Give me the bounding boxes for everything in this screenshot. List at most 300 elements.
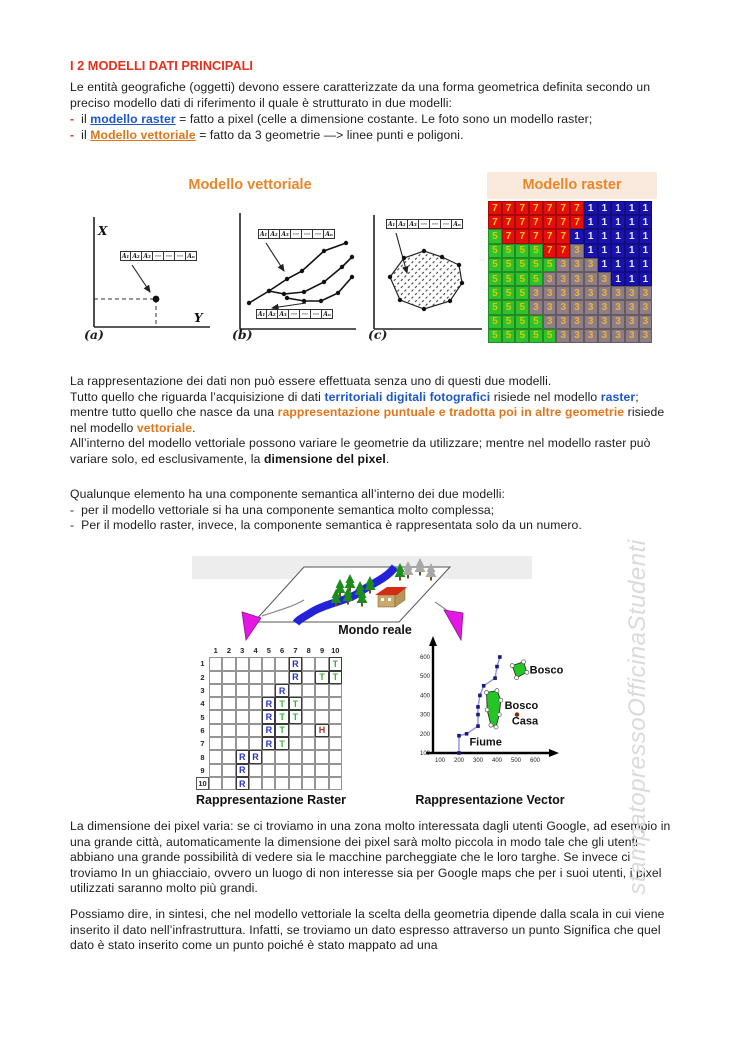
- raster-cell: 7: [543, 201, 557, 215]
- grid-cell: [209, 710, 222, 723]
- grid-cell: [302, 750, 315, 763]
- grid-cell: [302, 710, 315, 723]
- raster-model-figure-title: Modello raster: [522, 177, 622, 193]
- grid-header-cell: 4: [253, 646, 258, 656]
- fiume-label: Fiume: [469, 736, 502, 749]
- grid-cell: [236, 657, 249, 670]
- polygon-vertex: [522, 660, 526, 664]
- raster-cell: 1: [598, 229, 612, 243]
- casa-label: Casa: [511, 715, 539, 728]
- bosco-label: Bosco: [504, 699, 539, 712]
- attribute-table-strip: [386, 219, 463, 229]
- raster-cell: 3: [556, 300, 570, 314]
- raster-representation-caption: Rappresentazione Raster: [195, 793, 347, 807]
- polygon-vertex: [495, 689, 499, 693]
- attr-cell: A₂: [267, 309, 278, 319]
- x-tick-label: 600: [529, 758, 541, 764]
- semantics-head: Qualunque elemento ha una componente semantica all’interno dei due modelli:: [70, 487, 506, 501]
- raster-cell: 5: [488, 272, 502, 286]
- raster-cell: 1: [639, 258, 653, 272]
- raster-cell: 3: [543, 315, 557, 329]
- grid-cell: [236, 684, 249, 697]
- diagram-b-label: (b): [232, 327, 253, 342]
- grid-cell: [222, 777, 235, 790]
- raster-cell: 3: [570, 244, 584, 258]
- attr-cell: ···: [441, 219, 452, 229]
- raster-cell: 7: [529, 201, 543, 215]
- grid-cell: [209, 777, 222, 790]
- grid-header-cell: 9: [319, 646, 325, 656]
- polygon-vertex: [485, 691, 489, 695]
- raster-cell: 5: [502, 329, 516, 343]
- grid-header-cell: 1: [200, 659, 205, 669]
- raster-cell: 3: [639, 286, 653, 300]
- raster-cell: 5: [488, 329, 502, 343]
- grid-cell: [315, 657, 328, 670]
- vector-diagram-polygon: [362, 203, 488, 345]
- river-vertex: [476, 724, 480, 728]
- raster-cell: 5: [502, 258, 516, 272]
- pixel-size-paragraph: La dimensione dei pixel varia: se ci troviamo in una zona molto interessata dagli utenti Google, ad esempio in una grande città, automaticamente la dimensione dei pixel sarà molto piccola in modo tale che gli utenti abbiano una grande possibilità di vedere sia le macchine parcheggiate che le loro targhe. Se invece ci troviamo In un ghiacciaio, ovvero un luogo di non interesse sia per Google maps che per i suoi utenti, i pixel utilizzati saranno molto più grandi.: [70, 819, 671, 896]
- raster-cell: 7: [488, 215, 502, 229]
- attribute-table-strip: [120, 251, 197, 261]
- raster-cell: 3: [625, 315, 639, 329]
- grid-cell: [222, 724, 235, 737]
- raster-representation-grid: [196, 644, 342, 790]
- grid-cell: [275, 750, 288, 763]
- attr-cell: A₁: [387, 220, 396, 228]
- grid-header-cell: 4: [200, 699, 205, 709]
- raster-cell: 1: [611, 229, 625, 243]
- y-tick-label: 300: [419, 712, 430, 719]
- raster-cell: 3: [611, 315, 625, 329]
- polygon-vertex: [525, 670, 529, 674]
- grid-header-cell: 8: [306, 646, 311, 656]
- grid-header-cell: 8: [200, 752, 205, 762]
- grid-header-cell: 5: [200, 712, 205, 722]
- grid-cell: [222, 750, 235, 763]
- raster-cell: 1: [625, 215, 639, 229]
- attr-cell: ···: [311, 309, 322, 319]
- attr-cell: A₂: [131, 251, 142, 261]
- grid-cell: R: [275, 684, 288, 697]
- raster-cell: 7: [502, 215, 516, 229]
- diagram-a-label: (a): [84, 327, 104, 342]
- grid-cell: R: [289, 657, 302, 670]
- bullet-list: [70, 112, 680, 143]
- raster-cell: 5: [529, 258, 543, 272]
- raster-cell: 1: [598, 258, 612, 272]
- raster-cell: 7: [556, 229, 570, 243]
- point-diagram-svg: [76, 203, 218, 345]
- grid-header-cell: 7: [200, 739, 205, 749]
- raster-cell: 3: [611, 286, 625, 300]
- attr-cell: ···: [300, 309, 311, 319]
- raster-cell: 5: [502, 286, 516, 300]
- attr-cell: Aₙ: [324, 229, 335, 239]
- polygon-vertex: [499, 698, 503, 702]
- raster-cell: 7: [515, 201, 529, 215]
- raster-cell: 1: [598, 244, 612, 258]
- raster-cell: 5: [502, 315, 516, 329]
- grid-cell: [329, 724, 342, 737]
- grid-cell: R: [249, 750, 262, 763]
- raster-cell: 3: [598, 315, 612, 329]
- raster-cell: 3: [584, 272, 598, 286]
- grid-header-cell: 6: [280, 646, 285, 656]
- x-tick-label: 300: [472, 758, 484, 764]
- raster-cell: 5: [543, 329, 557, 343]
- grid-cell: [329, 750, 342, 763]
- grid-header-cell: 3: [240, 646, 245, 656]
- raster-cell: 1: [598, 215, 612, 229]
- grid-cell: [262, 764, 275, 777]
- x-tick-label: 500: [510, 758, 522, 764]
- raster-cell: 1: [570, 229, 584, 243]
- raster-cell: 3: [625, 300, 639, 314]
- raster-cell: 1: [625, 229, 639, 243]
- grid-cell: [222, 684, 235, 697]
- raster-cell: 3: [639, 315, 653, 329]
- river-vertex: [495, 665, 499, 669]
- grid-cell: [249, 764, 262, 777]
- raster-cell: 3: [598, 272, 612, 286]
- grid-header-cell: 7: [293, 646, 298, 656]
- vector-diagram-lines: [226, 203, 362, 345]
- grid-cell: [302, 724, 315, 737]
- grid-cell: [209, 684, 222, 697]
- polygon-vertex: [515, 676, 519, 680]
- raster-cell: 1: [639, 229, 653, 243]
- grid-cell: [302, 737, 315, 750]
- raster-cell: 7: [515, 229, 529, 243]
- raster-cell: 7: [570, 201, 584, 215]
- grid-cell: [289, 684, 302, 697]
- grid-cell: [302, 684, 315, 697]
- attr-cell: Aₙ: [322, 309, 333, 319]
- raster-cell: 1: [625, 258, 639, 272]
- raster-cell: 5: [515, 329, 529, 343]
- models-paragraph: La rappresentazione dei dati non può essere effettuata senza uno di questi due modelli. Tutto quello che riguarda l’acquisizione di dati territoriali digitali fotografici risiede nel modello raster; mentre tutto quello che nasce da una rappresentazione puntuale e tradotta poi in altre geometrie risiede nel modello vettoriale. All’interno del modello vettoriale possono variare le geometrie da utilizzare; mentre nel modello raster può variare solo, ed esclusivamente, la dimensione del pixel.: [70, 374, 665, 466]
- highlight-dimensione-pixel: dimensione del pixel: [263, 451, 386, 466]
- raster-cell: 1: [584, 215, 598, 229]
- grid-cell: [289, 724, 302, 737]
- raster-cell: 1: [639, 244, 653, 258]
- y-tick-label: 400: [419, 693, 430, 700]
- river-vertex: [493, 676, 497, 680]
- grid-header-cell: 2: [200, 672, 205, 682]
- grid-cell: R: [262, 710, 275, 723]
- attr-cell: ···: [175, 251, 186, 261]
- polygon-vertex: [494, 725, 498, 729]
- semantics-item-raster: - Per il modello raster, invece, la componente semantica è rappresentata solo da un numero.: [70, 518, 582, 533]
- highlight-territoriali: territoriali digitali fotografici: [324, 389, 491, 404]
- grid-header-cell: 1: [213, 646, 218, 656]
- vector-chart: [404, 632, 574, 784]
- grid-cell: [249, 684, 262, 697]
- raster-cell: 1: [639, 201, 653, 215]
- diagram-c-label: (c): [368, 327, 388, 342]
- raster-cell: 3: [556, 315, 570, 329]
- raster-cell: 3: [639, 300, 653, 314]
- raster-cell: 3: [625, 329, 639, 343]
- grid-cell: [302, 697, 315, 710]
- raster-cell: 3: [556, 272, 570, 286]
- grid-cell: [329, 697, 342, 710]
- raster-cell: 1: [584, 201, 598, 215]
- grid-cell: [289, 777, 302, 790]
- raster-cell: 5: [502, 300, 516, 314]
- grid-cell: [289, 764, 302, 777]
- river-vertex: [457, 734, 461, 738]
- grid-cell: T: [275, 737, 288, 750]
- raster-cell: 5: [488, 258, 502, 272]
- magenta-arrow-left-icon: [242, 612, 261, 640]
- grid-header-cell: 6: [200, 725, 205, 735]
- grid-cell: R: [262, 737, 275, 750]
- raster-model-title-band: [487, 172, 657, 199]
- raster-cell: 7: [556, 215, 570, 229]
- grid-cell: [315, 764, 328, 777]
- raster-cell: 3: [611, 329, 625, 343]
- grid-cell: [302, 657, 315, 670]
- raster-cell: 3: [584, 258, 598, 272]
- grid-cell: [275, 657, 288, 670]
- grid-cell: [302, 671, 315, 684]
- raster-cell: 7: [543, 215, 557, 229]
- grid-cell: [222, 657, 235, 670]
- grid-header-cell: 10: [196, 777, 209, 790]
- raster-cell: 5: [529, 315, 543, 329]
- grid-cell: [329, 764, 342, 777]
- page-title: I 2 MODELLI DATI PRINCIPALI: [70, 58, 253, 73]
- grid-cell: [222, 671, 235, 684]
- vector-representation-caption: Rappresentazione Vector: [415, 793, 565, 807]
- raster-cell: 5: [515, 315, 529, 329]
- grid-cell: [262, 684, 275, 697]
- grid-cell: [315, 710, 328, 723]
- grid-cell: R: [289, 671, 302, 684]
- river-vertex: [478, 694, 482, 698]
- polygon-vertex: [497, 713, 501, 717]
- grid-cell: [329, 777, 342, 790]
- y-axis-label: Y: [194, 311, 203, 325]
- x-tick-label: 100: [434, 758, 446, 764]
- grid-cell: T: [275, 697, 288, 710]
- bullet-dash: -: [70, 127, 75, 142]
- raster-cell: 3: [598, 329, 612, 343]
- grid-cell: [315, 737, 328, 750]
- grid-cell: [236, 737, 249, 750]
- raster-cell: 5: [488, 300, 502, 314]
- grid-cell: [249, 697, 262, 710]
- grid-cell: [209, 764, 222, 777]
- raster-cell: 3: [543, 286, 557, 300]
- grid-cell: [275, 777, 288, 790]
- raster-cell: 5: [515, 300, 529, 314]
- attr-cell: Aₙ: [452, 219, 463, 229]
- attr-cell: ···: [164, 251, 175, 261]
- grid-cell: [236, 697, 249, 710]
- grid-cell: [222, 764, 235, 777]
- grid-cell: [209, 737, 222, 750]
- grid-cell: [236, 671, 249, 684]
- grid-cell: [315, 697, 328, 710]
- raster-cell: 3: [598, 300, 612, 314]
- grid-cell: [236, 724, 249, 737]
- raster-cell: 1: [584, 244, 598, 258]
- grid-cell: [262, 671, 275, 684]
- raster-cell: 5: [529, 329, 543, 343]
- grid-cell: R: [236, 777, 249, 790]
- modello-raster-link[interactable]: modello raster: [90, 112, 176, 126]
- raster-cell: 3: [570, 286, 584, 300]
- grid-cell: [275, 764, 288, 777]
- grid-cell: R: [236, 750, 249, 763]
- grid-cell: T: [329, 657, 342, 670]
- bosco-label: Bosco: [529, 664, 564, 677]
- grid-cell: [209, 697, 222, 710]
- attr-cell: A₃: [408, 219, 419, 229]
- raster-cell: 1: [625, 201, 639, 215]
- grid-cell: [222, 710, 235, 723]
- attr-cell: A₁: [257, 310, 266, 318]
- attr-cell: A₂: [269, 229, 280, 239]
- grid-header-cell: [196, 644, 209, 657]
- grid-cell: [289, 750, 302, 763]
- grid-cell: [315, 684, 328, 697]
- grid-cell: R: [262, 697, 275, 710]
- raster-cell: 1: [598, 201, 612, 215]
- raster-cell: 5: [529, 272, 543, 286]
- raster-cell: 3: [543, 300, 557, 314]
- raster-cell: 5: [488, 229, 502, 243]
- raster-cell: 7: [515, 215, 529, 229]
- raster-cell: 3: [529, 300, 543, 314]
- grid-cell: [315, 777, 328, 790]
- point-feature: [153, 296, 160, 303]
- river-vertex: [476, 705, 480, 709]
- river-vertex: [457, 751, 461, 755]
- attribute-table-strip: [258, 229, 335, 239]
- raster-cell: 5: [488, 286, 502, 300]
- bosco-polygon: [512, 662, 527, 678]
- bullet-vettoriale-text: il Modello vettoriale = fatto da 3 geometrie —> linee punti e poligoni.: [81, 127, 464, 142]
- attr-cell: A₃: [142, 251, 153, 261]
- attribute-table-strip: [256, 309, 333, 319]
- raster-cell: 7: [556, 201, 570, 215]
- y-axis-arrow: [429, 636, 437, 646]
- grid-header-cell: 3: [200, 686, 205, 696]
- raster-cell: 1: [639, 272, 653, 286]
- river-vertex: [482, 684, 486, 688]
- grid-cell: T: [289, 697, 302, 710]
- highlight-puntuale: rappresentazione puntuale e tradotta poi in altre geometrie: [277, 405, 625, 420]
- raster-cell: 3: [584, 286, 598, 300]
- y-tick-label: 600: [419, 655, 430, 661]
- vector-model-figure-title: Modello vettoriale: [188, 177, 312, 193]
- raster-cell: 3: [556, 286, 570, 300]
- attr-cell: ···: [153, 251, 164, 261]
- grid-cell: [222, 737, 235, 750]
- raster-cell: 5: [515, 272, 529, 286]
- raster-cell: 3: [598, 286, 612, 300]
- x-tick-label: 400: [491, 758, 503, 764]
- raster-cell: 5: [488, 244, 502, 258]
- grid-cell: [289, 737, 302, 750]
- grid-cell: [249, 710, 262, 723]
- polygon-vertex: [489, 723, 493, 727]
- raster-cell: 1: [611, 201, 625, 215]
- raster-cell: 7: [502, 229, 516, 243]
- raster-cell: 3: [584, 329, 598, 343]
- river-vertex: [465, 732, 469, 736]
- grid-cell: T: [329, 671, 342, 684]
- raster-cell: 7: [529, 229, 543, 243]
- grid-cell: [329, 737, 342, 750]
- raster-cell: 3: [543, 272, 557, 286]
- raster-cell: 5: [502, 272, 516, 286]
- grid-cell: [249, 657, 262, 670]
- raster-cell: 1: [625, 244, 639, 258]
- raster-cell: 5: [529, 244, 543, 258]
- raster-cell: 5: [515, 286, 529, 300]
- attr-cell: A₃: [278, 309, 289, 319]
- raster-cell: 7: [543, 229, 557, 243]
- raster-cell: 3: [556, 258, 570, 272]
- attr-cell: A₃: [280, 229, 291, 239]
- bullet-raster: [70, 112, 680, 128]
- attr-cell: ···: [430, 219, 441, 229]
- raster-cell: 7: [488, 201, 502, 215]
- grid-header-cell: 10: [331, 646, 340, 656]
- attr-cell: ···: [302, 229, 313, 239]
- bullet-raster-text: il modello raster = fatto a pixel (celle a dimensione costante. Le foto sono un modello raster;: [81, 112, 593, 126]
- raster-cell: 3: [584, 315, 598, 329]
- raster-cell: 1: [611, 258, 625, 272]
- raster-cell: 7: [556, 244, 570, 258]
- raster-cell: 5: [543, 258, 557, 272]
- grid-cell: [209, 671, 222, 684]
- grid-cell: [302, 777, 315, 790]
- attr-cell: A₂: [397, 219, 408, 229]
- attr-cell: ···: [313, 229, 324, 239]
- mondo-reale-label: Mondo reale: [338, 623, 412, 637]
- grid-cell: [209, 657, 222, 670]
- raster-cell: 5: [515, 244, 529, 258]
- attr-cell: ···: [289, 309, 300, 319]
- grid-cell: [262, 777, 275, 790]
- grid-cell: [329, 710, 342, 723]
- raster-cell: 3: [570, 258, 584, 272]
- raster-cell: 3: [570, 300, 584, 314]
- lines-diagram-svg: [226, 203, 362, 345]
- grid-cell: [222, 697, 235, 710]
- summary-paragraph: Possiamo dire, in sintesi, che nel modello vettoriale la scelta della geometria dipende dalla scala in cui viene inserito il dato nell’infrastruttura. Infatti, se troviamo un dato espresso attraverso un punto Significa che quel dato è stato inserito come un punto poiché è stato mappato ad una: [70, 907, 665, 953]
- raster-cell: 5: [502, 244, 516, 258]
- raster-cell: 3: [556, 329, 570, 343]
- vector-diagram-point: [76, 203, 218, 345]
- modello-vettoriale-link[interactable]: Modello vettoriale: [90, 127, 196, 142]
- raster-cell: 7: [502, 201, 516, 215]
- grid-cell: [249, 777, 262, 790]
- grid-cell: T: [315, 671, 328, 684]
- grid-cell: T: [289, 710, 302, 723]
- attr-cell: Aₙ: [186, 251, 197, 261]
- raster-cell: 1: [611, 215, 625, 229]
- grid-cell: [249, 671, 262, 684]
- grid-cell: [315, 750, 328, 763]
